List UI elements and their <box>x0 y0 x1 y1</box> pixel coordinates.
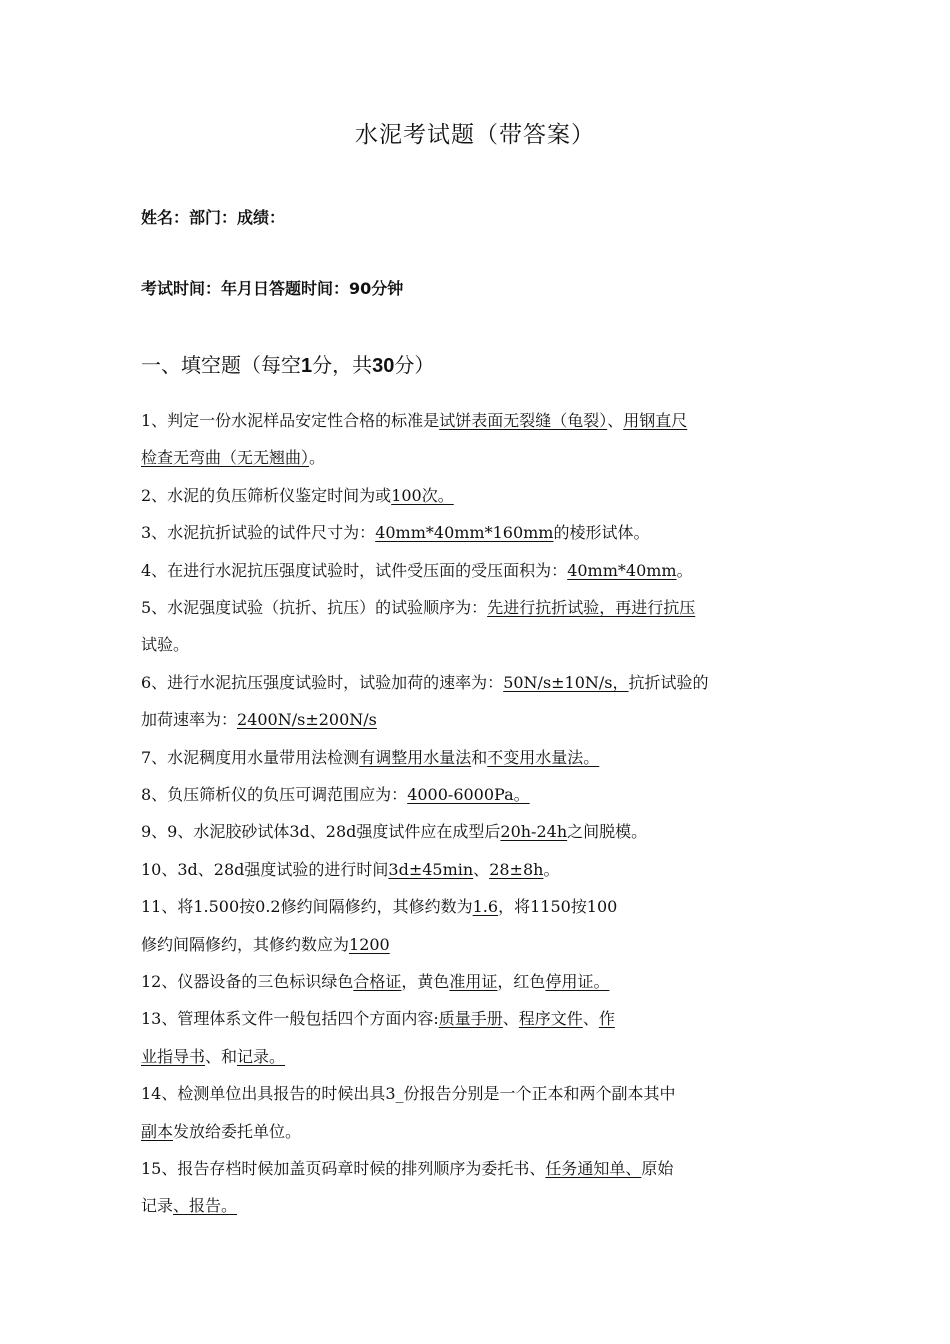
question-11-line-1 <box>141 893 816 920</box>
question-14-line-2 <box>141 1118 816 1145</box>
answer-text: 程序文件 <box>518 1009 583 1029</box>
question-text: 8、负压筛析仪的负压可调范围应为： <box>141 785 408 804</box>
question-text: ，红色 <box>497 972 546 991</box>
answer-text: 检查无弯曲（无无翘曲） <box>141 448 310 468</box>
question-2-line-1 <box>141 482 816 509</box>
question-text: ，黄色 <box>401 972 450 991</box>
question-text: 15、报告存档时候加盖页码章时候的排列顺序为委托书、 <box>141 1159 546 1178</box>
question-text: 和 <box>471 747 488 767</box>
question-text: 13、管理体系文件一般包括四个方面内容: <box>141 1009 439 1029</box>
answer-text: 记录。 <box>237 1046 286 1066</box>
question-text: ，将1150按100 <box>498 897 618 917</box>
question-text: 记录 <box>141 1196 174 1216</box>
question-1-line-2 <box>141 444 816 471</box>
question-text: 修约间隔修约，其修约数应为 <box>141 934 350 954</box>
answer-text: 业指导书 <box>141 1046 206 1066</box>
answer-text: 1200 <box>349 934 390 954</box>
answer-text: 停用证。 <box>545 972 610 991</box>
section-total-points: 30 <box>372 355 395 377</box>
question-text: 、 <box>502 1009 519 1029</box>
question-text: 5、水泥强度试验（抗折、抗压）的试验顺序为： <box>141 598 488 617</box>
answer-text: 质量手册 <box>438 1009 503 1029</box>
exam-time-line: 考试时间：年月日答题时间：90分钟 <box>141 279 404 298</box>
answer-text: 28±8h <box>489 859 544 879</box>
question-text: 3、水泥抗折试验的试件尺寸为： <box>141 523 376 543</box>
question-12-line-1 <box>141 968 816 995</box>
section-points-per-blank: 1 <box>301 355 313 377</box>
answer-text: 50N/s±10N/s， <box>503 672 629 692</box>
question-text: 。 <box>309 448 326 468</box>
question-4-line-1 <box>141 557 816 584</box>
question-text: 10、3d、28d强度试验的进行时间 <box>141 859 389 879</box>
question-text: 。 <box>676 560 693 580</box>
question-text: 7、水泥稠度用水量带用法检测 <box>141 747 360 767</box>
answer-text: 不变用水量法。 <box>487 747 600 767</box>
answer-text: 40mm*40mm <box>567 560 677 580</box>
answer-text: 1.6 <box>472 897 499 917</box>
answer-text: 任务通知单、 <box>545 1159 642 1178</box>
answer-text: 有调整用水量法 <box>359 747 472 767</box>
question-13-line-2 <box>141 1043 816 1070</box>
answer-text: 准用证 <box>449 972 498 991</box>
question-15-line-2 <box>141 1192 816 1219</box>
answer-text: 2400N/s±200N/s <box>237 710 377 730</box>
question-text: 14、检测单位出具报告的时候出具3_份报告分别是一个正本和两个副本其中 <box>141 1084 676 1104</box>
question-text: 、 <box>607 411 624 430</box>
question-9-line-1 <box>141 818 816 845</box>
question-11-line-2 <box>141 931 816 958</box>
question-text: 发放给委托单位。 <box>173 1121 302 1141</box>
question-text: 原始 <box>641 1159 674 1178</box>
answer-text: 合格证 <box>353 972 402 991</box>
question-15-line-1 <box>141 1155 816 1182</box>
question-14-line-1 <box>141 1080 816 1107</box>
question-1-line-1 <box>141 407 816 434</box>
question-6-line-1 <box>141 669 816 696</box>
name-dept-score-line: 姓名：部门：成绩： <box>141 208 286 227</box>
answer-text: 100次。 <box>391 485 454 505</box>
answer-text: 3d±45min <box>388 859 474 879</box>
answer-text: 副本 <box>141 1121 174 1141</box>
question-10-line-1 <box>141 856 816 883</box>
question-text: 、 <box>473 859 490 879</box>
question-13-line-1 <box>141 1005 816 1032</box>
question-6-line-2 <box>141 706 816 733</box>
question-text: 的棱形试体。 <box>553 523 650 543</box>
section-heading-prefix: 一、填空题（每空 <box>141 353 301 377</box>
question-7-line-1 <box>141 744 816 771</box>
question-5-line-1 <box>141 594 816 621</box>
section-heading-suffix: 分） <box>394 353 435 377</box>
question-text: 2、水泥的负压筛析仪鉴定时间为或 <box>141 485 392 505</box>
question-3-line-1 <box>141 519 816 546</box>
question-8-line-1 <box>141 781 816 808</box>
question-text: 加荷速率为： <box>141 710 238 730</box>
answer-text: 用钢直尺 <box>623 411 688 430</box>
answer-text: 先进行抗折试验，再进行抗压 <box>487 598 696 617</box>
question-text: 。 <box>543 859 560 879</box>
question-text: 、和 <box>205 1046 238 1066</box>
question-text: 6、进行水泥抗压强度试验时，试验加荷的速率为： <box>141 672 504 692</box>
section-heading-mid: 分，共 <box>312 353 373 377</box>
document-title: 水泥考试题（带答案） <box>355 122 595 148</box>
answer-text: 作 <box>598 1009 615 1029</box>
question-text: 、 <box>582 1009 599 1029</box>
answer-text: 试饼表面无裂缝（龟裂） <box>439 411 608 430</box>
question-5-line-2 <box>141 631 816 658</box>
answer-text: 40mm*40mm*160mm <box>375 523 554 543</box>
question-text: 抗折试验的 <box>628 672 709 692</box>
question-text: 9、9、水泥胶砂试体3d、28d强度试件应在成型后 <box>141 822 501 842</box>
question-text: 试验。 <box>141 635 190 655</box>
question-text: 1、判定一份水泥样品安定性合格的标准是 <box>141 411 440 430</box>
question-text: 11、将1.500按0.2修约间隔修约，其修约数为 <box>141 897 473 917</box>
answer-text: 4000-6000Pa。 <box>407 785 530 804</box>
question-text: 之间脱模。 <box>567 822 648 842</box>
section-heading <box>141 349 434 378</box>
question-text: 12、仪器设备的三色标识绿色 <box>141 972 354 991</box>
answer-text: 、报告。 <box>173 1196 238 1216</box>
question-text: 4、在进行水泥抗压强度试验时，试件受压面的受压面积为： <box>141 560 568 580</box>
answer-text: 20h-24h <box>500 822 568 842</box>
